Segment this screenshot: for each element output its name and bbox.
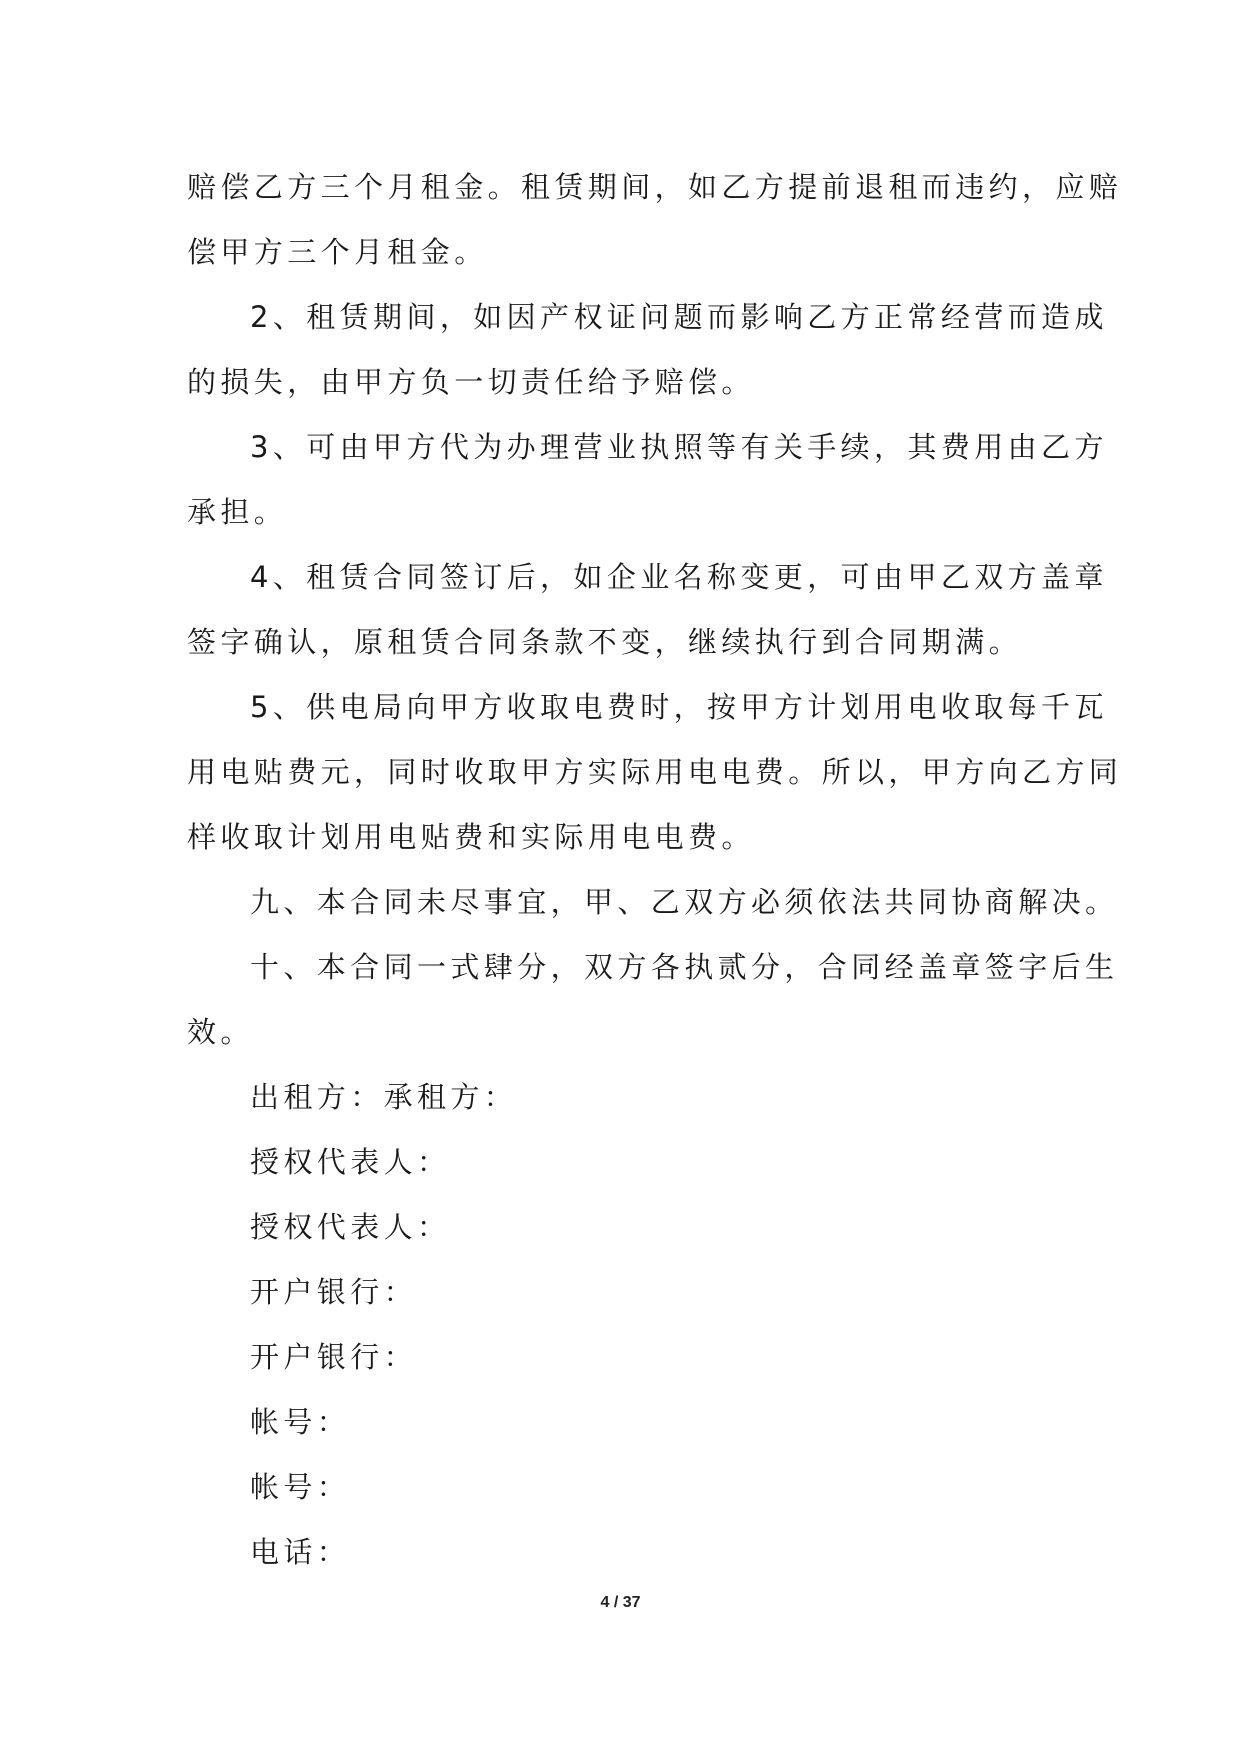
text-line: 效。 [187, 1015, 254, 1049]
paragraph-clause-ten [187, 935, 1119, 1065]
text-line: 4、租赁合同签订后，如企业名称变更，可由甲乙双方盖章 [250, 560, 1108, 594]
signature-bank [187, 1325, 1049, 1390]
text-line: 电话： [250, 1535, 351, 1569]
signature-bank [187, 1260, 1049, 1325]
text-line: 偿甲方三个月租金。 [187, 235, 488, 269]
text-line: 用电贴费元，同时收取甲方实际用电电费。所以，甲方向乙方同 [187, 755, 1123, 789]
text-line: 九、本合同未尽事宜，甲、乙双方必须依法共同协商解决。 [250, 885, 1119, 919]
text-line: 签字确认，原租赁合同条款不变，继续执行到合同期满。 [187, 625, 1023, 659]
text-line: 承担。 [187, 495, 288, 529]
text-line: 授权代表人： [250, 1210, 451, 1244]
text-line: 2、租赁期间，如因产权证问题而影响乙方正常经营而造成 [250, 300, 1108, 334]
text-line: 的损失，由甲方负一切责任给予赔偿。 [187, 365, 755, 399]
paragraph-clause-2 [187, 285, 1108, 415]
text-line: 开户银行： [250, 1275, 418, 1309]
signature-authorized-representative [187, 1195, 1049, 1260]
signature-phone [187, 1520, 1049, 1585]
paragraph-clause-4 [187, 545, 1108, 675]
text-line: 开户银行： [250, 1340, 418, 1374]
signature-authorized-representative [187, 1130, 1049, 1195]
text-line: 3、可由甲方代为办理营业执照等有关手续，其费用由乙方 [250, 430, 1108, 464]
paragraph-clause-5 [187, 675, 1123, 870]
text-line: 5、供电局向甲方收取电费时，按甲方计划用电收取每千瓦 [250, 690, 1108, 724]
text-line: 帐号： [250, 1470, 351, 1504]
text-line: 十、本合同一式肆分，双方各执贰分，合同经盖章签字后生 [250, 950, 1119, 984]
signature-lessor-lessee [187, 1065, 1049, 1130]
text-line: 授权代表人： [250, 1145, 451, 1179]
text-line: 出租方：承租方： [250, 1080, 518, 1114]
text-line: 赔偿乙方三个月租金。租赁期间，如乙方提前退租而违约，应赔 [187, 170, 1123, 204]
paragraph-clause-3 [187, 415, 1108, 545]
signature-account-number [187, 1455, 1049, 1520]
signature-account-number [187, 1390, 1049, 1455]
paragraph-clause-nine [187, 870, 1119, 935]
page-number: 4 / 37 [600, 1594, 641, 1611]
text-line: 样收取计划用电贴费和实际用电电费。 [187, 820, 755, 854]
text-line: 帐号： [250, 1405, 351, 1439]
paragraph-continued-compensation [187, 155, 1123, 285]
document-body [187, 155, 1123, 1585]
